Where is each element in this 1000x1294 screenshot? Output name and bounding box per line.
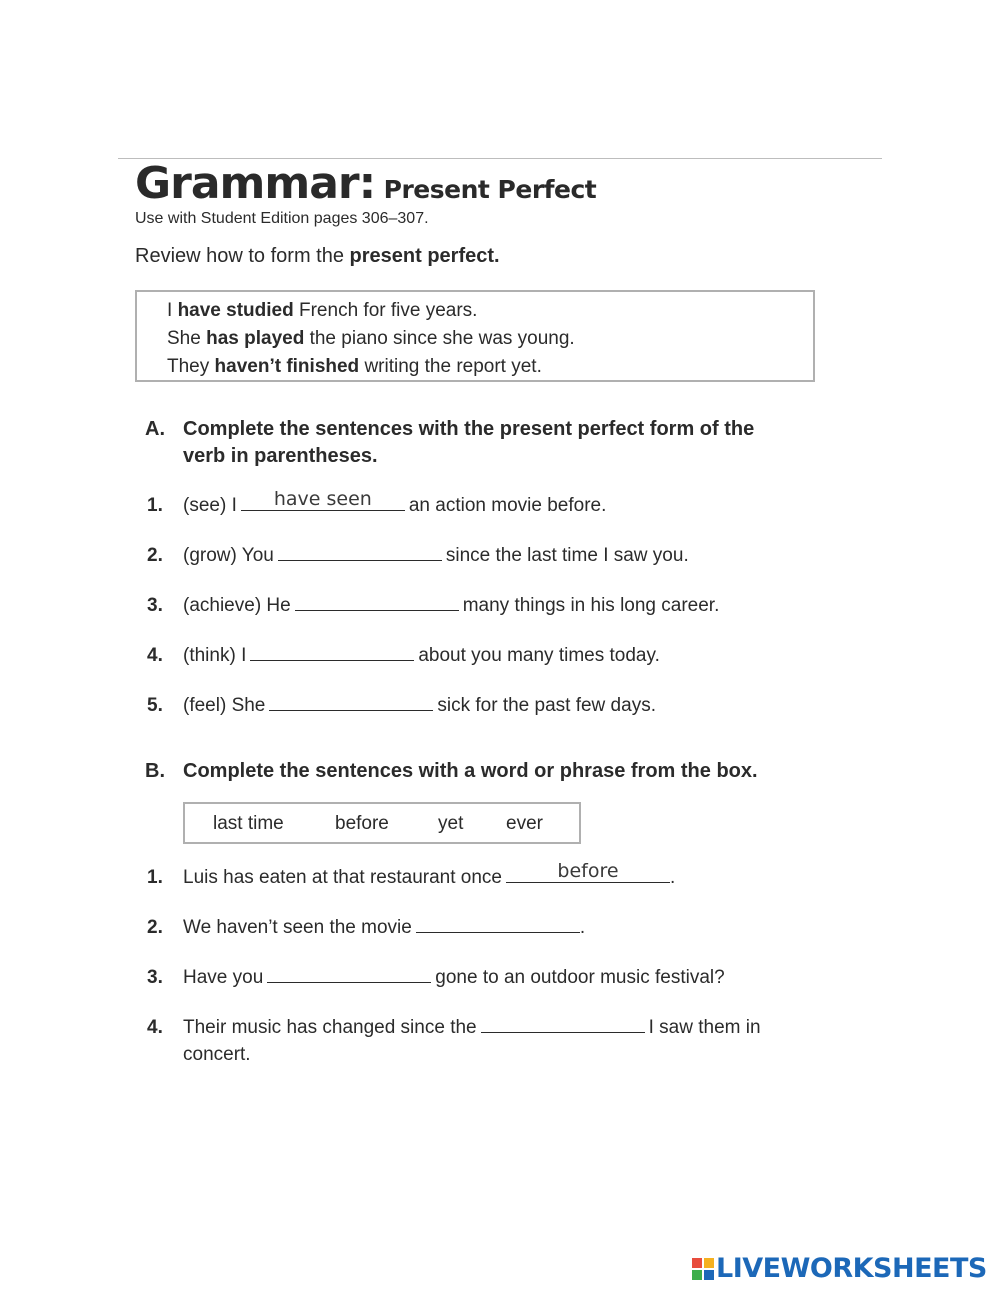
word-bank-item: yet [438, 813, 464, 834]
filled-answer: have seen [273, 488, 372, 510]
word-bank-item: before [335, 813, 389, 834]
exercise-item: 2. We haven’t seen the movie . [147, 912, 585, 943]
exercise-item: 1. Luis has eaten at that restaurant once before . [147, 860, 676, 888]
answer-blank[interactable] [481, 1012, 645, 1033]
title-sub: Present Perfect [383, 175, 597, 204]
edition-note: Use with Student Edition pages 306–307. [135, 210, 429, 227]
section-a-instruction: A. Complete the sentences with the present perfect form of the verb in parentheses. [145, 418, 755, 467]
exercise-item: 4. Their music has changed since the I saw them in [147, 1012, 761, 1043]
review-instruction [135, 245, 500, 268]
review-bold: present perfect. [349, 245, 500, 267]
exercise-item: 2. (grow) You since the last time I saw you. [147, 540, 689, 571]
page-title [135, 158, 596, 209]
liveworksheets-logo [692, 1253, 987, 1284]
section-b-instruction: B. Complete the sentences with a word or phrase from the box. [145, 758, 758, 785]
section-a-letter: A. [145, 418, 165, 440]
answer-blank[interactable] [269, 690, 433, 711]
exercise-item: 3. Have you gone to an outdoor music festival? [147, 962, 725, 993]
answer-blank[interactable] [506, 862, 670, 883]
answer-blank[interactable] [267, 962, 431, 983]
word-bank-box [183, 802, 581, 844]
answer-blank[interactable] [295, 590, 459, 611]
example-box [135, 290, 815, 382]
logo-text: LIVEWORKSHEETS [716, 1253, 987, 1284]
review-prefix: Review how to form the [135, 245, 350, 267]
title-main: Grammar: [135, 158, 376, 209]
example-sentence: She has played the piano since she was young. [167, 328, 575, 349]
liveworksheets-logo-icon [692, 1258, 714, 1280]
answer-blank[interactable] [278, 540, 442, 561]
answer-blank[interactable] [241, 490, 405, 511]
exercise-item: 5. (feel) She sick for the past few days. [147, 690, 656, 721]
word-bank-item: ever [506, 813, 543, 834]
exercise-item: 3. (achieve) He many things in his long career. [147, 590, 719, 621]
answer-blank[interactable] [250, 640, 414, 661]
exercise-item: 4. (think) I about you many times today. [147, 640, 660, 671]
exercise-item-continuation: concert. [183, 1044, 251, 1065]
example-sentence: I have studied French for five years. [167, 300, 478, 321]
exercise-item: 1. (see) I have seen an action movie before. [147, 488, 607, 516]
filled-answer: before [557, 860, 619, 882]
example-sentence: They haven’t finished writing the report yet. [167, 356, 542, 377]
word-bank-item: last time [213, 813, 284, 834]
section-b-letter: B. [145, 760, 165, 782]
answer-blank[interactable] [416, 912, 580, 933]
